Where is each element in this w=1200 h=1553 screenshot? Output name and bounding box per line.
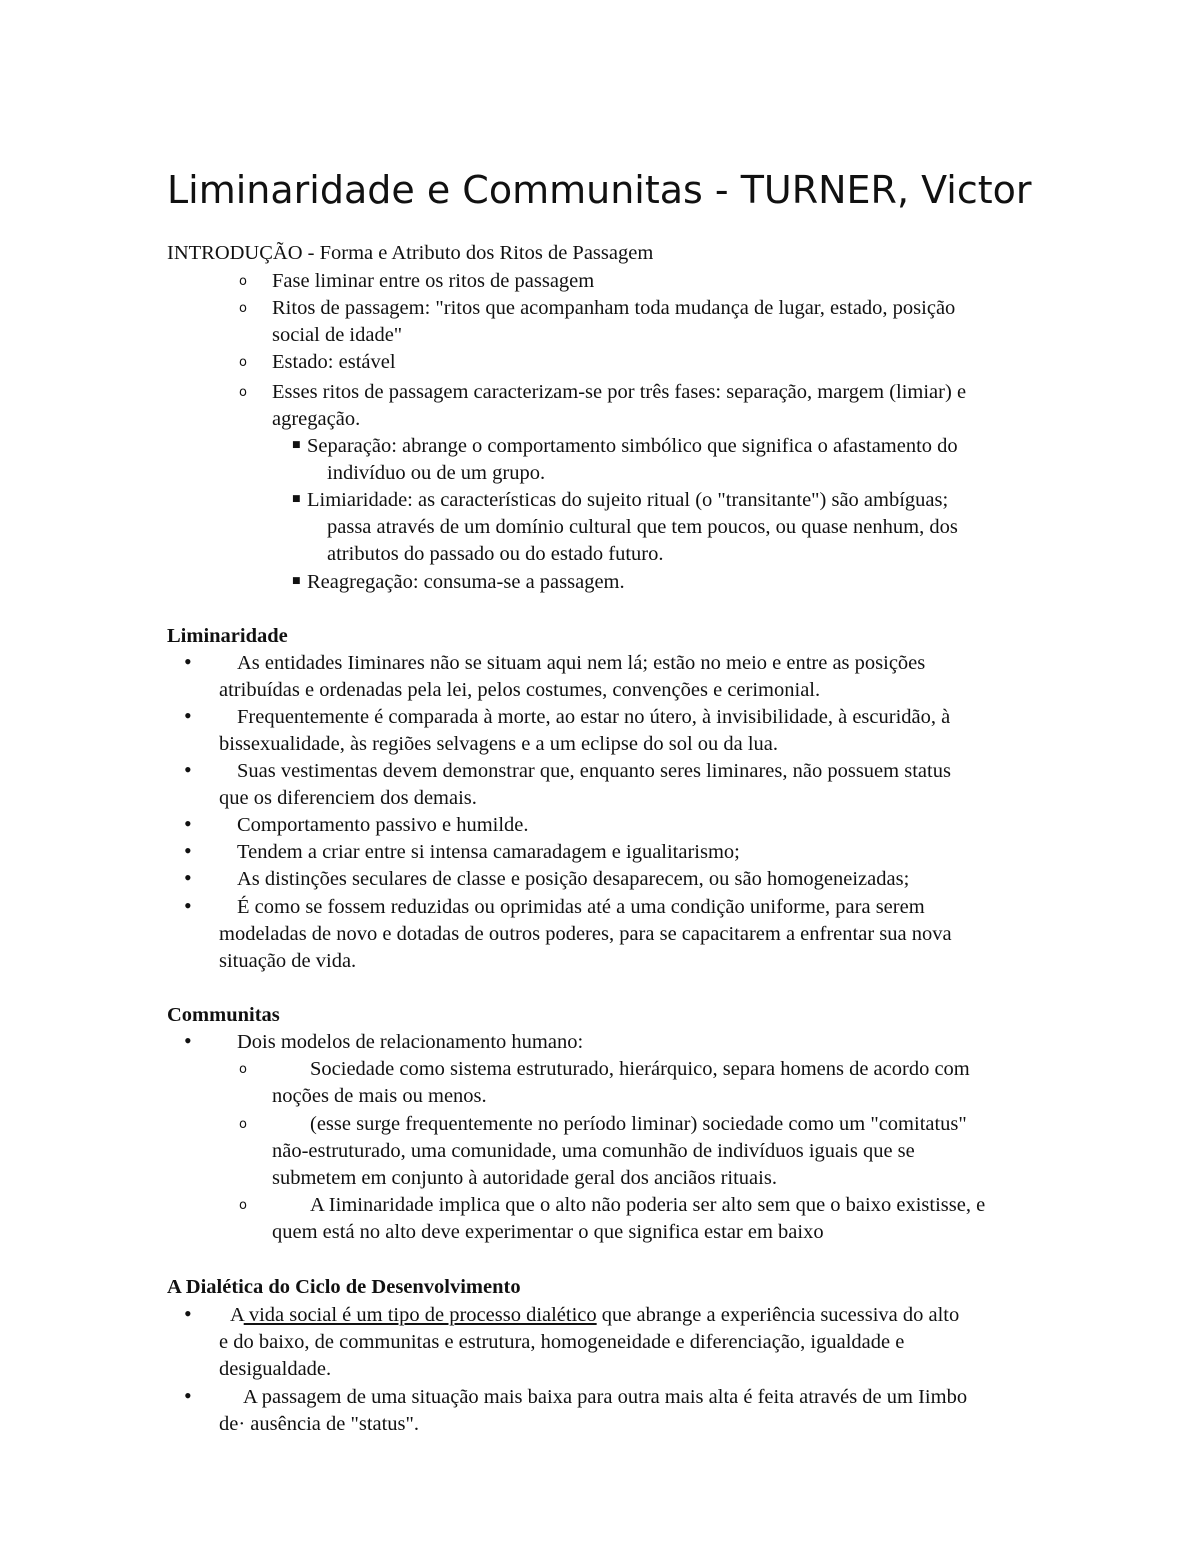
circle-bullet-icon: o [239, 1198, 247, 1213]
communitas-heading: Communitas [167, 1004, 280, 1026]
intro-subitem-1-line-2: indivíduo ou de um grupo. [327, 462, 546, 484]
lim-item-3-line-2: que os diferenciem dos demais. [219, 787, 477, 809]
com-subitem-2-line-1: (esse surge frequentemente no período liminar) sociedade como um "comitatus" [310, 1113, 967, 1135]
intro-item-2-line-2: social de idade" [272, 324, 403, 346]
circle-bullet-icon: o [239, 385, 247, 400]
dia-item-2-line-1: A passagem de uma situação mais baixa para outra mais alta é feita através de um Iimbo [243, 1386, 968, 1408]
lim-item-1-line-1: As entidades Iiminares não se situam aqui nem lá; estão no meio e entre as posições [237, 652, 926, 674]
intro-subitem-2-line-1: Limiaridade: as características do sujeito ritual (o "transitante") são ambíguas; [307, 489, 949, 511]
dot-bullet-icon: • [184, 757, 192, 782]
intro-item-3-line-1: Estado: estável [272, 351, 396, 373]
intro-item-1-line-1: Fase liminar entre os ritos de passagem [272, 270, 595, 292]
dia-item-1-underlined: vida social é um tipo de processo dialético [243, 1304, 597, 1326]
lim-item-1-line-2: atribuídas e ordenadas pela lei, pelos costumes, convenções e cerimonial. [219, 679, 821, 701]
com-subitem-3-line-1: A Iiminaridade implica que o alto não poderia ser alto sem que o baixo existisse, e [310, 1194, 986, 1216]
circle-bullet-icon: o [239, 1062, 247, 1077]
circle-bullet-icon: o [239, 1117, 247, 1132]
dot-bullet-icon: • [184, 865, 192, 890]
com-subitem-1-line-1: Sociedade como sistema estruturado, hierárquico, separa homens de acordo com [310, 1058, 970, 1080]
dot-bullet-icon: • [184, 893, 192, 918]
lim-item-6-line-1: As distinções seculares de classe e posição desaparecem, ou são homogeneizadas; [237, 868, 910, 890]
intro-item-2-line-1: Ritos de passagem: "ritos que acompanham toda mudança de lugar, estado, posição [272, 297, 956, 319]
dot-bullet-icon: • [184, 1383, 192, 1408]
lim-item-2-line-2: bissexualidade, às regiões selvagens e a um eclipse do sol ou da lua. [219, 733, 779, 755]
dia-item-1-rest: que abrange a experiência sucessiva do alto [596, 1304, 960, 1326]
dot-bullet-icon: • [184, 838, 192, 863]
com-subitem-2-line-3: submetem em conjunto à autoridade geral dos anciãos rituais. [272, 1167, 777, 1189]
dia-item-1-line-3: desigualdade. [219, 1358, 332, 1380]
com-subitem-3-line-2: quem está no alto deve experimentar o que significa estar em baixo [272, 1221, 824, 1243]
intro-subitem-3-line-1: Reagregação: consuma-se a passagem. [307, 571, 625, 593]
intro-item-4-line-2: agregação. [272, 408, 361, 430]
com-item-1-line-1: Dois modelos de relacionamento humano: [237, 1031, 584, 1053]
dia-item-1-a: A [230, 1304, 244, 1326]
square-bullet-icon: ■ [292, 440, 301, 450]
intro-subitem-2-line-3: atributos do passado ou do estado futuro. [327, 543, 664, 565]
lim-item-4-line-1: Comportamento passivo e humilde. [237, 814, 529, 836]
intro-subitem-1-line-1: Separação: abrange o comportamento simbólico que significa o afastamento do [307, 435, 958, 457]
dot-bullet-icon: • [184, 1301, 192, 1326]
dot-bullet-icon: • [184, 1028, 192, 1053]
square-bullet-icon: ■ [292, 494, 301, 504]
dia-item-1-line-1 [230, 1302, 959, 1329]
lim-item-5-line-1: Tendem a criar entre si intensa camaradagem e igualitarismo; [237, 841, 740, 863]
lim-item-2-line-1: Frequentemente é comparada à morte, ao estar no útero, à invisibilidade, à escuridão, à [237, 706, 951, 728]
com-subitem-2-line-2: não-estruturado, uma comunidade, uma comunhão de indivíduos iguais que se [272, 1140, 915, 1162]
dia-item-2-line-2: de· ausência de "status". [219, 1413, 420, 1435]
circle-bullet-icon: o [239, 274, 247, 289]
com-subitem-1-line-2: noções de mais ou menos. [272, 1085, 487, 1107]
lim-item-7-line-2: modeladas de novo e dotadas de outros poderes, para se capacitarem a enfrentar sua nova [219, 923, 952, 945]
dot-bullet-icon: • [184, 649, 192, 674]
dot-bullet-icon: • [184, 703, 192, 728]
intro-item-4-line-1: Esses ritos de passagem caracterizam-se por três fases: separação, margem (limiar) e [272, 381, 967, 403]
dialetica-heading: A Dialética do Ciclo de Desenvolvimento [167, 1276, 521, 1298]
intro-heading: INTRODUÇÃO - Forma e Atributo dos Ritos de Passagem [167, 242, 654, 264]
square-bullet-icon: ■ [292, 576, 301, 586]
circle-bullet-icon: o [239, 355, 247, 370]
lim-item-7-line-1: É como se fossem reduzidas ou oprimidas até a uma condição uniforme, para serem [237, 896, 925, 918]
lim-item-3-line-1: Suas vestimentas devem demonstrar que, enquanto seres liminares, não possuem status [237, 760, 951, 782]
lim-item-7-line-3: situação de vida. [219, 950, 357, 972]
document-title: Liminaridade e Communitas - TURNER, Victor [167, 168, 1032, 212]
dot-bullet-icon: • [184, 811, 192, 836]
intro-subitem-2-line-2: passa através de um domínio cultural que tem poucos, ou quase nenhum, dos [327, 516, 958, 538]
circle-bullet-icon: o [239, 301, 247, 316]
liminaridade-heading: Liminaridade [167, 625, 288, 647]
dia-item-1-line-2: e do baixo, de communitas e estrutura, homogeneidade e diferenciação, igualdade e [219, 1331, 905, 1353]
